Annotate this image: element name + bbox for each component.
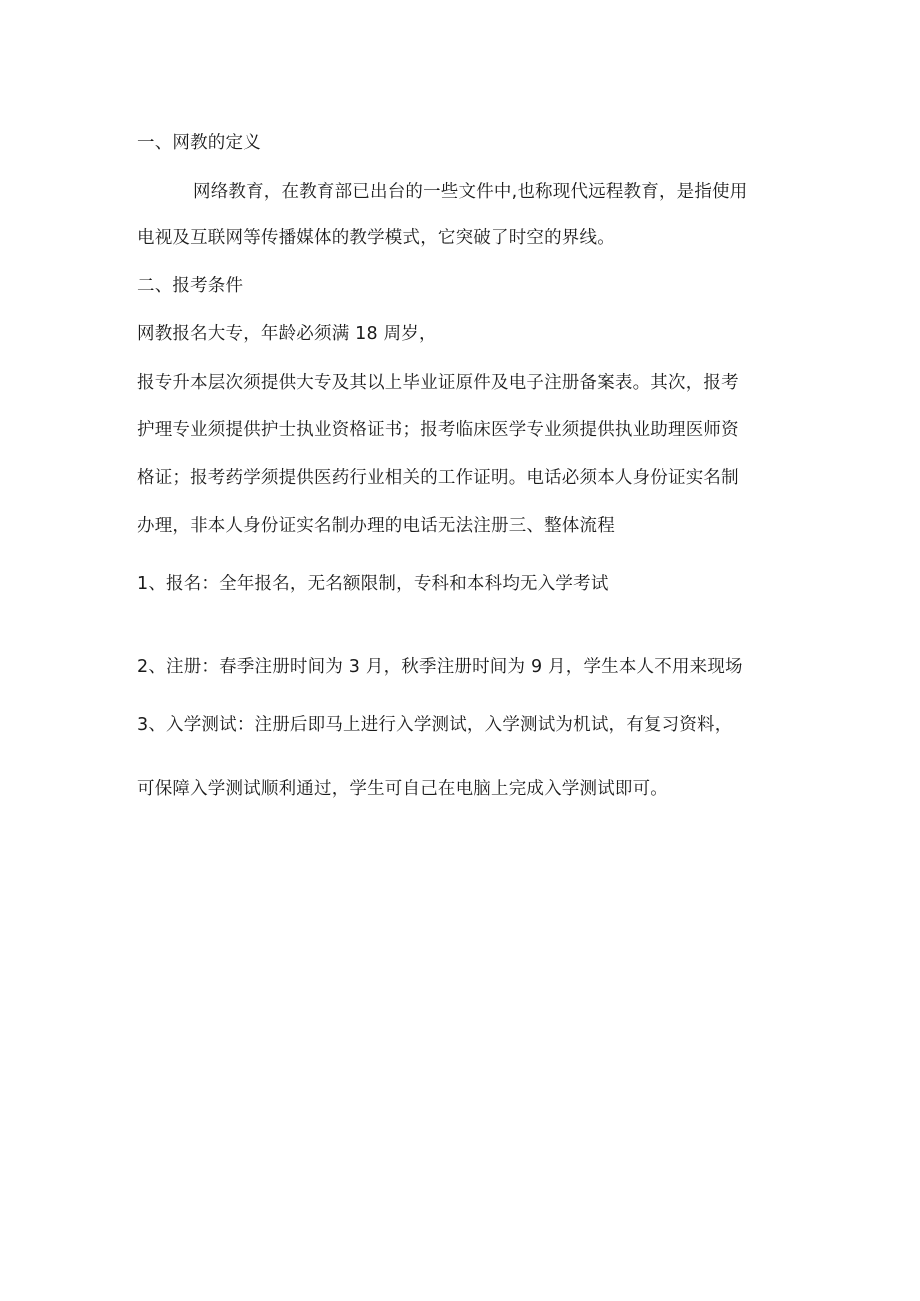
requirement-line-4: 办理，非本人身份证实名制办理的电话无法注册三、整体流程 [137, 516, 615, 536]
requirement-line-2: 护理专业须提供护士执业资格证书；报考临床医学专业须提供执业助理医师资 [137, 420, 739, 440]
flow-step-1: 1、报名：全年报名，无名额限制，专科和本科均无入学考试 [137, 574, 609, 594]
section1-heading: 一、网教的定义 [137, 133, 261, 153]
definition-line-2: 电视及互联网等传播媒体的教学模式，它突破了时空的界线。 [137, 228, 615, 248]
definition-line-1: 网络教育，在教育部已出台的一些文件中,也称现代远程教育，是指使用 [193, 182, 748, 202]
flow-step-3-line-1: 3、入学测试：注册后即马上进行入学测试，入学测试为机试，有复习资料， [137, 715, 733, 735]
flow-step-3-line-2: 可保障入学测试顺利通过，学生可自己在电脑上完成入学测试即可。 [137, 779, 668, 799]
requirement-line-3: 格证；报考药学须提供医药行业相关的工作证明。电话必须本人身份证实名制 [137, 468, 739, 488]
flow-step-2: 2、注册：春季注册时间为 3 月，秋季注册时间为 9 月，学生本人不用来现场 [137, 657, 743, 677]
section2-heading: 二、报考条件 [137, 276, 244, 296]
requirement-line-1: 报专升本层次须提供大专及其以上毕业证原件及电子注册备案表。其次，报考 [137, 373, 739, 393]
age-requirement: 网教报名大专，年龄必须满 18 周岁， [137, 324, 437, 344]
